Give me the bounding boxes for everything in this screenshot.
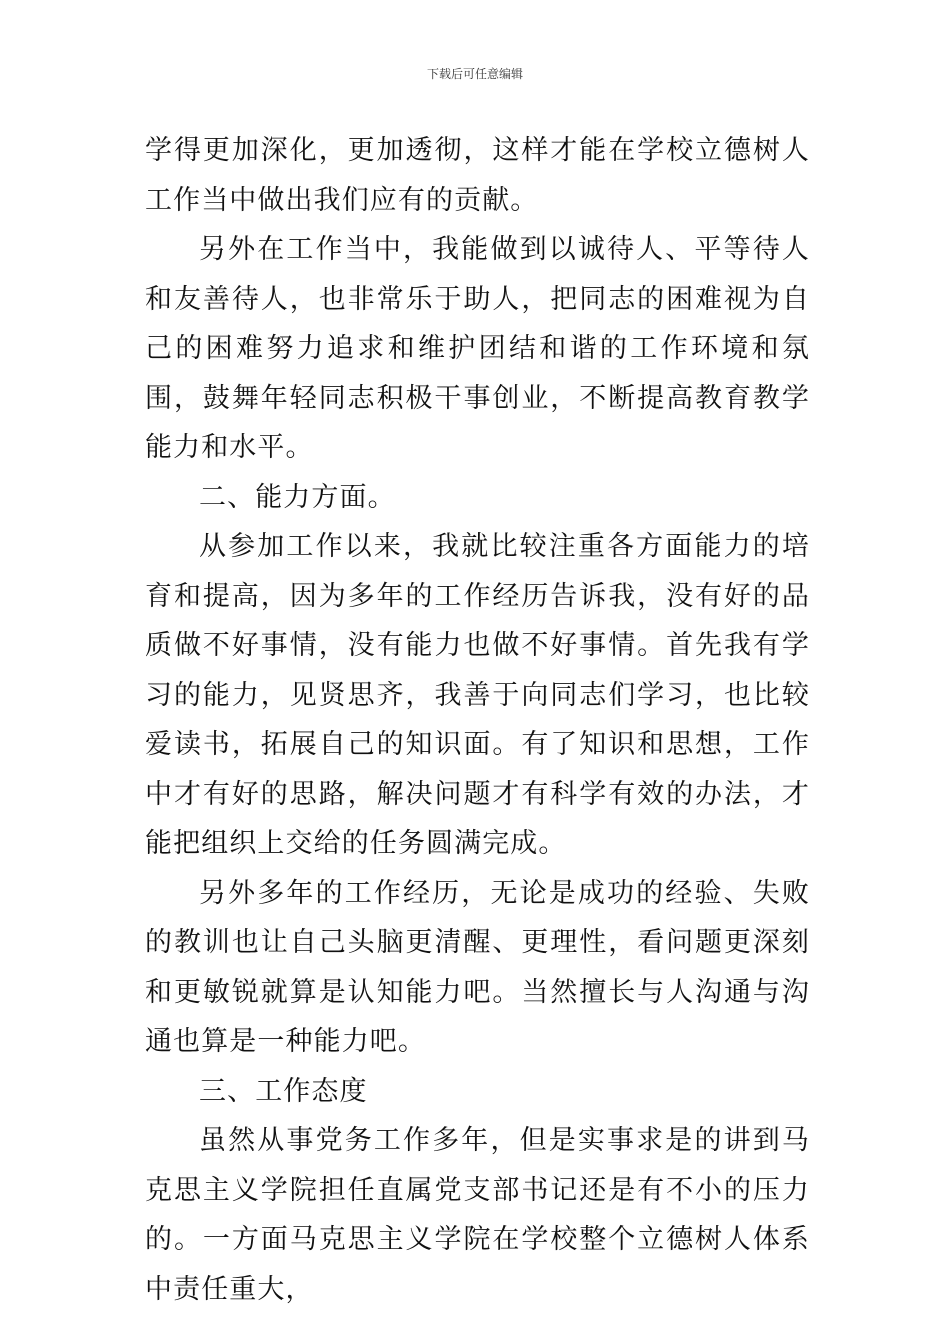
paragraph-continuation: 学得更加深化，更加透彻，这样才能在学校立德树人工作当中做出我们应有的贡献。 [145, 135, 810, 216]
section-heading-work-attitude: 三、工作态度 [199, 1075, 368, 1107]
paragraph-attitude-colleagues: 另外在工作当中，我能做到以诚待人、平等待人和友善待人，也非常乐于助人，把同志的困难视为自己的困难努力追求和维护团结和谐的工作环境和氛围，鼓舞年轻同志积极干事创业，不断提高教育教学能力和水平。 [145, 234, 810, 463]
section-heading-ability: 二、能力方面。 [199, 481, 396, 513]
page-header: 下载后可任意编辑 [426, 67, 523, 81]
paragraph-work-attitude: 虽然从事党务工作多年，但是实事求是的讲到马克思主义学院担任直属党支部书记还是有不小的压力的。一方面马克思主义学院在学校整个立德树人体系中责任重大， [145, 1125, 810, 1305]
paragraph-ability-experience: 另外多年的工作经历，无论是成功的经验、失败的教训也让自己头脑更清醒、更理性，看问题更深刻和更敏锐就算是认知能力吧。当然擅长与人沟通与沟通也算是一种能力吧。 [145, 877, 810, 1057]
document-body [145, 126, 810, 1314]
paragraph-ability-learning: 从参加工作以来，我就比较注重各方面能力的培育和提高，因为多年的工作经历告诉我，没有好的品质做不好事情，没有能力也做不好事情。首先我有学习的能力，见贤思齐，我善于向同志们学习，也比较爱读书，拓展自己的知识面。有了知识和思想，工作中才有好的思路，解决问题才有科学有效的办法，才能把组织上交给的任务圆满完成。 [145, 531, 810, 859]
